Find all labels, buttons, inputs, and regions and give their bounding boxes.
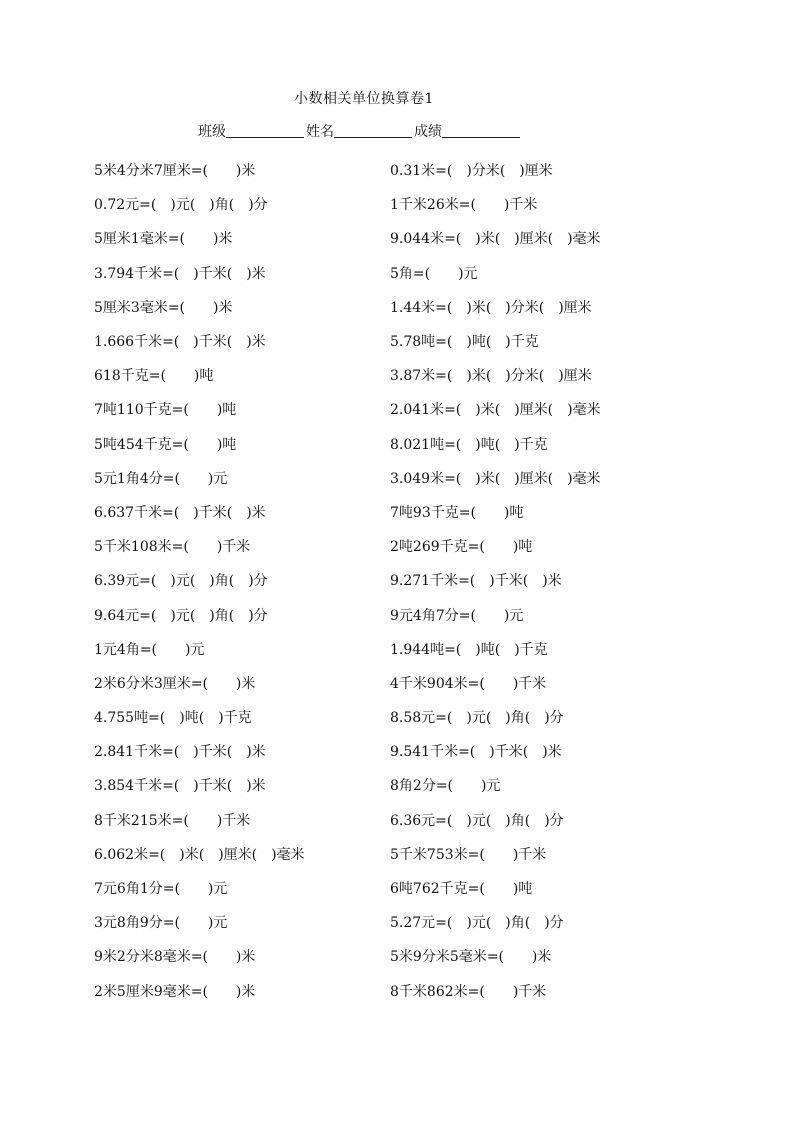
problem-left: 7元6角1分=( )元: [94, 881, 228, 898]
worksheet-title: 小数相关单位换算卷1: [294, 91, 434, 107]
problem-right: 8.58元=( )元( )角( )分: [390, 710, 564, 727]
problem-left: 3.854千米=( )千米( )米: [94, 778, 266, 795]
problem-row: [94, 427, 694, 461]
score-blank[interactable]: [442, 137, 520, 138]
problem-row: [94, 939, 694, 973]
score-label: 成绩: [414, 124, 442, 140]
problem-left: 0.72元=( )元( )角( )分: [94, 197, 268, 214]
problem-right: 8.021吨=( )吨( )千克: [390, 436, 548, 453]
problem-left: 5米4分米7厘米=( )米: [94, 163, 256, 180]
problem-row: [94, 768, 694, 802]
problem-row: [94, 632, 694, 666]
problem-right: 0.31米=( )分米( )厘米: [390, 163, 553, 180]
name-label: 姓名: [306, 124, 334, 140]
problem-list: [94, 153, 694, 1008]
problem-right: 1.44米=( )米( )分米( )厘米: [390, 299, 592, 316]
problem-row: [94, 153, 694, 187]
problem-left: 6.39元=( )元( )角( )分: [94, 573, 268, 590]
problem-right: 6.36元=( )元( )角( )分: [390, 812, 564, 829]
problem-right: 7吨93千克=( )吨: [390, 504, 524, 521]
problem-right: 1.944吨=( )吨( )千克: [390, 641, 548, 658]
problem-left: 5千米108米=( )千米: [94, 539, 251, 556]
class-label: 班级: [198, 124, 226, 140]
problem-row: [94, 871, 694, 905]
problem-right: 8千米862米=( )千米: [390, 983, 547, 1000]
problem-right: 5角=( )元: [390, 265, 478, 282]
problem-right: 9.271千米=( )千米( )米: [390, 573, 562, 590]
problem-right: 2吨269千克=( )吨: [390, 539, 533, 556]
problem-left: 5厘米1毫米=( )米: [94, 231, 233, 248]
problem-row: [94, 905, 694, 939]
problem-row: [94, 187, 694, 221]
name-blank[interactable]: [334, 137, 412, 138]
problem-row: [94, 358, 694, 392]
problem-row: [94, 734, 694, 768]
problem-right: 5.78吨=( )吨( )千克: [390, 334, 539, 351]
problem-left: 5厘米3毫米=( )米: [94, 299, 233, 316]
problem-row: [94, 837, 694, 871]
problem-left: 9.64元=( )元( )角( )分: [94, 607, 268, 624]
problem-left: 9米2分米8毫米=( )米: [94, 949, 256, 966]
problem-row: [94, 803, 694, 837]
problem-left: 1元4角=( )元: [94, 641, 205, 658]
class-blank[interactable]: [226, 137, 304, 138]
problem-right: 9.541千米=( )千米( )米: [390, 744, 562, 761]
problem-left: 8千米215米=( )千米: [94, 812, 251, 829]
problem-left: 2米6分米3厘米=( )米: [94, 675, 256, 692]
problem-left: 2.841千米=( )千米( )米: [94, 744, 266, 761]
problem-left: 4.755吨=( )吨( )千克: [94, 710, 252, 727]
problem-row: [94, 256, 694, 290]
problem-left: 2米5厘米9毫米=( )米: [94, 983, 256, 1000]
problem-left: 3.794千米=( )千米( )米: [94, 265, 266, 282]
problem-right: 8角2分=( )元: [390, 778, 501, 795]
student-info-line: [198, 121, 522, 141]
problem-right: 2.041米=( )米( )厘米( )毫米: [390, 402, 601, 419]
problem-left: 7吨110千克=( )吨: [94, 402, 237, 419]
problem-row: [94, 221, 694, 255]
problem-left: 5元1角4分=( )元: [94, 470, 228, 487]
problem-row: [94, 461, 694, 495]
problem-row: [94, 290, 694, 324]
problem-row: [94, 392, 694, 426]
problem-row: [94, 529, 694, 563]
problem-left: 6.062米=( )米( )厘米( )毫米: [94, 846, 305, 863]
problem-right: 5米9分米5毫米=( )米: [390, 949, 552, 966]
problem-left: 1.666千米=( )千米( )米: [94, 334, 266, 351]
problem-row: [94, 495, 694, 529]
problem-left: 3元8角9分=( )元: [94, 915, 228, 932]
problem-right: 5.27元=( )元( )角( )分: [390, 915, 564, 932]
problem-left: 6.637千米=( )千米( )米: [94, 504, 266, 521]
problem-right: 3.049米=( )米( )厘米( )毫米: [390, 470, 601, 487]
problem-left: 618千克=( )吨: [94, 368, 214, 385]
problem-right: 1千米26米=( )千米: [390, 197, 538, 214]
problem-right: 3.87米=( )米( )分米( )厘米: [390, 368, 592, 385]
problem-left: 5吨454千克=( )吨: [94, 436, 237, 453]
problem-row: [94, 666, 694, 700]
problem-row: [94, 700, 694, 734]
problem-row: [94, 974, 694, 1008]
problem-right: 9.044米=( )米( )厘米( )毫米: [390, 231, 601, 248]
problem-row: [94, 563, 694, 597]
problem-row: [94, 324, 694, 358]
problem-right: 4千米904米=( )千米: [390, 675, 547, 692]
problem-right: 5千米753米=( )千米: [390, 846, 547, 863]
problem-right: 9元4角7分=( )元: [390, 607, 524, 624]
problem-row: [94, 597, 694, 631]
problem-right: 6吨762千克=( )吨: [390, 881, 533, 898]
